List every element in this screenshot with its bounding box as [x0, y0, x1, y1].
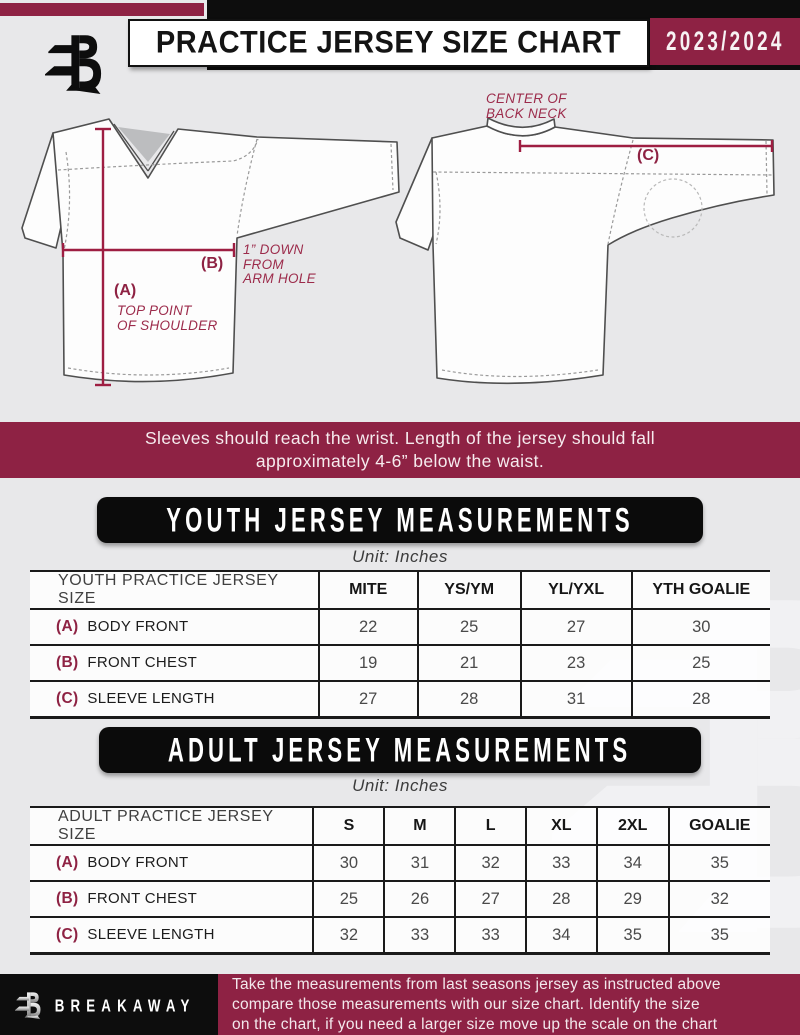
footer-instruction-line2: compare those measurements with our size chart. Identify the size — [232, 995, 700, 1013]
brand-name: BREAKAWAY — [54, 994, 196, 1015]
cell: 33 — [526, 845, 597, 881]
page-title-box — [128, 19, 649, 67]
fit-note-line1: Sleeves should reach the wrist. Length of the jersey should fall — [144, 428, 656, 448]
table-row — [30, 845, 770, 881]
column-header: YTH GOALIE — [632, 571, 770, 609]
adult-unit-label: Unit: Inches — [352, 776, 448, 795]
table-header-row — [30, 807, 770, 845]
table-row — [30, 609, 770, 645]
measure-label: FRONT CHEST — [87, 890, 198, 907]
back-jersey-diagram — [392, 100, 800, 410]
fit-note-line2: approximately 4-6” below the waist. — [255, 451, 545, 471]
cell: 27 — [455, 881, 525, 917]
footer-instruction-line1: Take the measurements from last seasons jersey as instructed above — [232, 975, 721, 993]
column-header: L — [455, 807, 525, 845]
youth-section-title: YOUTH JERSEY MEASUREMENTS — [166, 500, 634, 539]
table-row — [30, 917, 770, 954]
header-maroon-strip — [0, 3, 204, 16]
cell: 22 — [319, 609, 418, 645]
column-header: XL — [526, 807, 597, 845]
breakaway-footer-logo-icon — [15, 983, 45, 1027]
youth-section-title-bar — [0, 497, 800, 543]
measure-key: (A) — [56, 618, 79, 635]
column-header: YS/YM — [418, 571, 521, 609]
cell: 28 — [418, 681, 521, 718]
cell: 19 — [319, 645, 418, 681]
measure-label: SLEEVE LENGTH — [87, 926, 215, 943]
adult-section-title: ADULT JERSEY MEASUREMENTS — [168, 730, 632, 769]
cell: 30 — [632, 609, 770, 645]
adult-size-table — [30, 806, 770, 955]
column-header: ADULT PRACTICE JERSEY SIZE — [58, 808, 274, 843]
cell: 33 — [455, 917, 525, 954]
measure-label: BODY FRONT — [87, 618, 189, 635]
shoulder-note: TOP POINT OF SHOULDER — [117, 303, 218, 333]
measure-key: (C) — [56, 690, 79, 707]
cell: 25 — [313, 881, 384, 917]
cell: 32 — [313, 917, 384, 954]
footer-instructions — [218, 974, 800, 1035]
page-title: PRACTICE JERSEY SIZE CHART — [155, 25, 622, 60]
table-header-row — [30, 571, 770, 609]
cell: 21 — [418, 645, 521, 681]
cell: 35 — [669, 845, 770, 881]
measure-label: BODY FRONT — [87, 854, 189, 871]
fit-note-banner — [0, 422, 800, 478]
column-header: MITE — [319, 571, 418, 609]
cell: 29 — [597, 881, 669, 917]
breakaway-logo-icon — [45, 26, 111, 100]
youth-unit-label: Unit: Inches — [352, 547, 448, 566]
cell: 32 — [669, 881, 770, 917]
cell: 34 — [597, 845, 669, 881]
cell: 25 — [632, 645, 770, 681]
cell: 30 — [313, 845, 384, 881]
measure-a-key: (A) — [114, 282, 137, 299]
table-row — [30, 681, 770, 718]
measure-label: FRONT CHEST — [87, 654, 198, 671]
column-header: GOALIE — [669, 807, 770, 845]
arm-hole-note: 1” DOWN FROM ARM HOLE — [243, 242, 316, 286]
cell: 32 — [455, 845, 525, 881]
table-row — [30, 881, 770, 917]
measure-b-key: (B) — [201, 255, 224, 272]
measure-key: (A) — [56, 854, 79, 871]
cell: 33 — [384, 917, 455, 954]
measure-c-key: (C) — [637, 147, 660, 164]
measure-key: (C) — [56, 926, 79, 943]
column-header: 2XL — [597, 807, 669, 845]
cell: 27 — [319, 681, 418, 718]
season-badge — [650, 18, 800, 65]
season-label: 2023/2024 — [665, 25, 785, 56]
cell: 35 — [597, 917, 669, 954]
measure-label: SLEEVE LENGTH — [87, 690, 215, 707]
cell: 26 — [384, 881, 455, 917]
measure-key: (B) — [56, 890, 79, 907]
column-header: S — [313, 807, 384, 845]
center-of-back-neck-label: CENTER OF BACK NECK — [486, 91, 567, 121]
cell: 35 — [669, 917, 770, 954]
cell: 27 — [521, 609, 632, 645]
cell: 28 — [632, 681, 770, 718]
footer-instruction-line3: on the chart, if you need a larger size move up the scale on the chart — [232, 1015, 718, 1033]
cell: 25 — [418, 609, 521, 645]
adult-section-title-bar — [0, 727, 800, 773]
footer-brand-block — [0, 974, 218, 1035]
cell: 31 — [384, 845, 455, 881]
column-header: M — [384, 807, 455, 845]
column-header: YL/YXL — [521, 571, 632, 609]
cell: 31 — [521, 681, 632, 718]
youth-size-table — [30, 570, 770, 719]
measure-key: (B) — [56, 654, 79, 671]
cell: 23 — [521, 645, 632, 681]
cell: 34 — [526, 917, 597, 954]
cell: 28 — [526, 881, 597, 917]
column-header: YOUTH PRACTICE JERSEY SIZE — [58, 572, 279, 607]
table-row — [30, 645, 770, 681]
